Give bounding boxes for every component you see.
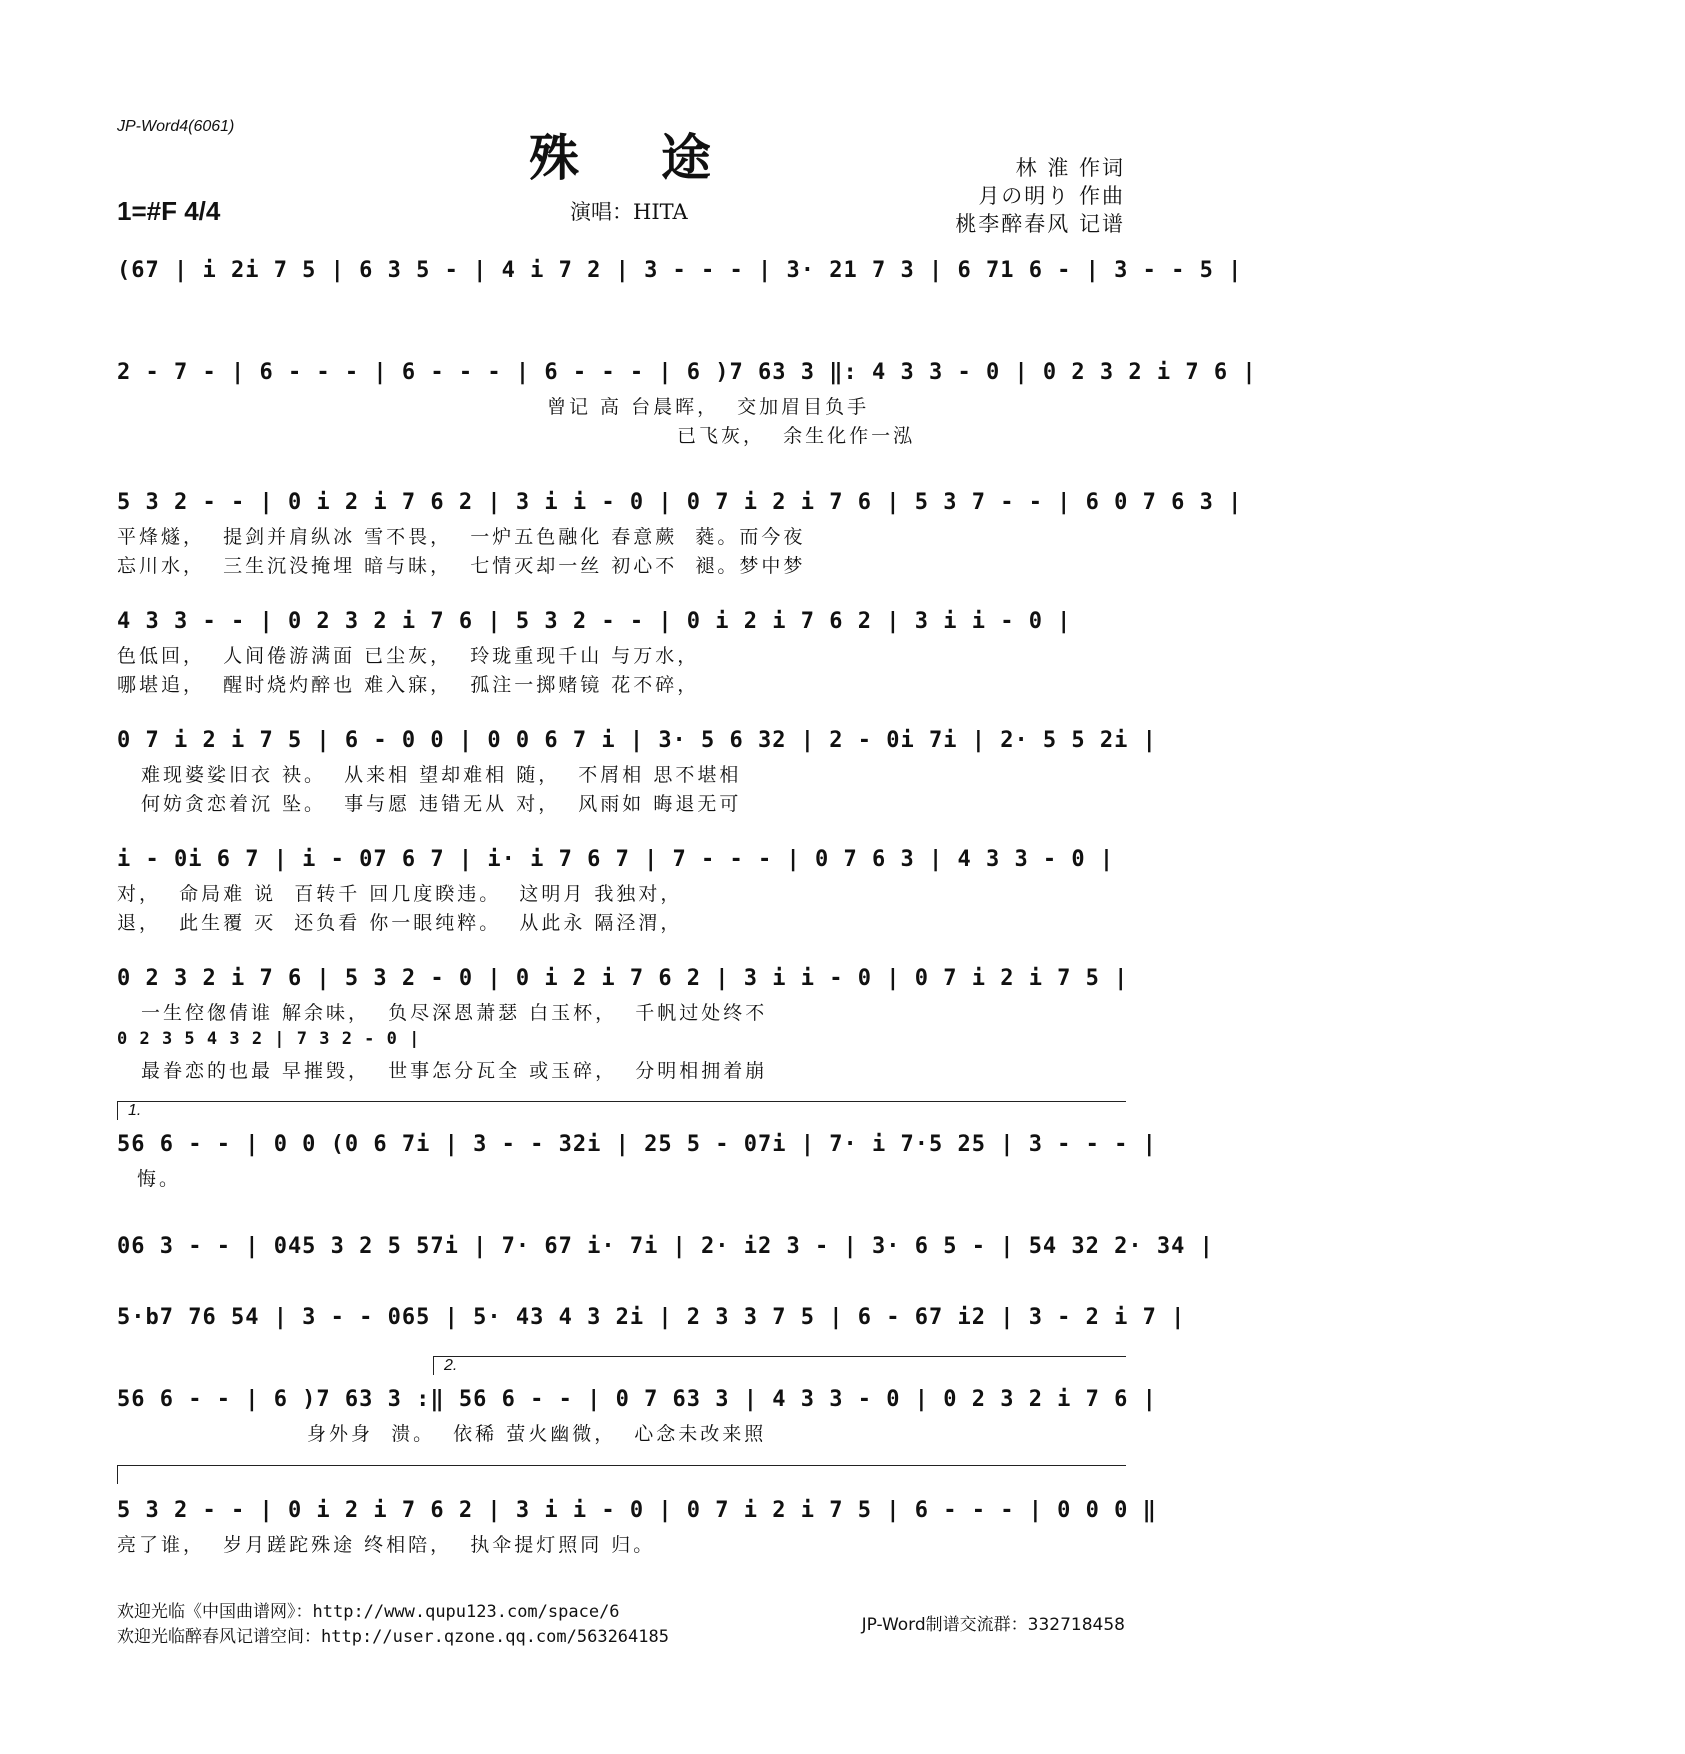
footer-group-number: JP-Word制谱交流群：332718458 bbox=[861, 1615, 1125, 1635]
lyric-verse-2: 最眷恋的也最 早摧毁， 世事怎分瓦全 或玉碎， 分明相拥着崩 bbox=[141, 1060, 768, 1082]
notation-line: 5 3 2 - - | 0 i 2 i 7 6 2 | 3 i i - 0 | 0 7 i 2 i 7 5 | 6 - - - | 0 0 0 ‖ bbox=[117, 1498, 1157, 1523]
notation-line: i - 0i 6 7 | i - 07 6 7 | i· i 7 6 7 | 7 - - - | 0 7 6 3 | 4 3 3 - 0 | bbox=[117, 847, 1115, 872]
lyric-verse-2: 退， 此生覆 灭 还负看 你一眼纯粹。 从此永 隔泾渭， bbox=[117, 912, 683, 934]
lyric-verse-1: 悔。 bbox=[137, 1168, 182, 1190]
final-section-bracket bbox=[117, 1465, 1126, 1484]
key-signature: 1=#F 4/4 bbox=[117, 196, 221, 226]
notation-line: 4 3 3 - - | 0 2 3 2 i 7 6 | 5 3 2 - - | 0 i 2 i 7 6 2 | 3 i i - 0 | bbox=[117, 609, 1072, 634]
composer-credit: 月の明り 作曲 bbox=[978, 184, 1125, 208]
notation-line: 5·b7 76 54 | 3 - - 065 | 5· 43 4 3 2i | 2 3 3 7 5 | 6 - 67 i2 | 3 - 2 i 7 | bbox=[117, 1305, 1186, 1330]
lyric-verse-2: 忘川水， 三生沉没掩埋 暗与昧， 七情灭却一丝 初心不 褪。梦中梦 bbox=[117, 555, 806, 577]
notation-line: 5 3 2 - - | 0 i 2 i 7 6 2 | 3 i i - 0 | 0 7 i 2 i 7 6 | 5 3 7 - - | 6 0 7 6 3 | bbox=[117, 490, 1243, 515]
alternate-notation-line: 0 2 3 5 4 3 2 | 7 3 2 - 0 | bbox=[117, 1029, 421, 1049]
first-ending-bracket bbox=[117, 1101, 1126, 1120]
lyric-verse-2: 已飞灰， 余生化作一泓 bbox=[677, 425, 916, 447]
score-system-8 bbox=[117, 1132, 1157, 1190]
score-system-1 bbox=[117, 258, 1243, 283]
lyric-verse-1: 对， 命局难 说 百转千 回几度睽违。 这明月 我独对， bbox=[117, 883, 683, 905]
score-system-12 bbox=[117, 1498, 1157, 1556]
score-system-9 bbox=[117, 1234, 1214, 1259]
second-ending-bracket bbox=[433, 1356, 1126, 1375]
score-system-7 bbox=[117, 966, 1129, 1082]
score-system-6 bbox=[117, 849, 1125, 933]
lyric-verse-1: 身外身 溃。 依稀 萤火幽微， 心念未改来照 bbox=[307, 1423, 767, 1445]
software-label: JP-Word4(6061) bbox=[117, 118, 235, 135]
lyric-verse-2: 何妨贪恋着沉 坠。 事与愿 违错无从 对， 风雨如 晦退无可 bbox=[141, 793, 742, 815]
score-system-10 bbox=[117, 1305, 1186, 1330]
notation-line: 2 - 7 - | 6 - - - | 6 - - - | 6 - - - | 6 )7 63 3 ‖: 4 3 3 - 0 | 0 2 3 2 i 7 6 | bbox=[117, 360, 1257, 385]
footer-website-link[interactable]: 欢迎光临《中国曲谱网》：http://www.qupu123.com/space/6 bbox=[117, 1602, 620, 1622]
notation-line: 06 3 - - | 045 3 2 5 57i | 7· 67 i· 7i | 2· i2 3 - | 3· 6 5 - | 54 32 2· 34 | bbox=[117, 1234, 1214, 1259]
notation-line: (67 | i 2i 7 5 | 6 3 5 - | 4 i 7 2 | 3 - - - | 3· 21 7 3 | 6 71 6 - | 3 - - 5 | bbox=[117, 258, 1243, 283]
score-system-4 bbox=[117, 611, 1125, 695]
notation-line: 56 6 - - | 6 )7 63 3 :‖ 56 6 - - | 0 7 63 3 | 4 3 3 - 0 | 0 2 3 2 i 7 6 | bbox=[117, 1387, 1157, 1412]
notation-line: 0 2 3 2 i 7 6 | 5 3 2 - 0 | 0 i 2 i 7 6 2 | 3 i i - 0 | 0 7 i 2 i 7 5 | bbox=[117, 966, 1129, 991]
notation-line: 0 7 i 2 i 7 5 | 6 - 0 0 | 0 0 6 7 i | 3· 5 6 32 | 2 - 0i 7i | 2· 5 5 2i | bbox=[117, 728, 1157, 753]
transcriber-credit: 桃李醉春风 记谱 bbox=[955, 212, 1125, 236]
lyric-verse-2: 哪堪追， 醒时烧灼醉也 难入寐， 孤注一掷赌镜 花不碎， bbox=[117, 674, 700, 696]
lyric-verse-1: 难现婆娑旧衣 袂。 从来相 望却难相 随， 不屑相 思不堪相 bbox=[141, 764, 742, 786]
song-title: 殊途 bbox=[529, 128, 793, 187]
volta-label: 1. bbox=[128, 1102, 142, 1119]
score-system-11 bbox=[117, 1387, 1157, 1445]
lyric-verse-1: 色低回， 人间倦游满面 已尘灰， 玲珑重现千山 与万水， bbox=[117, 645, 700, 667]
footer-qzone-link[interactable]: 欢迎光临醉春风记谱空间：http://user.qzone.qq.com/563264185 bbox=[117, 1627, 669, 1647]
lyric-verse-1: 平烽燧， 提剑并肩纵冰 雪不畏， 一炉五色融化 春意蕨 蕤。而今夜 bbox=[117, 526, 806, 548]
singer-label: 演唱：HITA bbox=[570, 200, 688, 224]
lyric-verse-1: 亮了谁， 岁月蹉跎殊途 终相陪， 执伞提灯照同 归。 bbox=[117, 1534, 656, 1556]
score-system-3 bbox=[117, 490, 1243, 577]
score-system-2 bbox=[117, 360, 1257, 447]
score-system-5 bbox=[117, 728, 1157, 815]
lyricist-credit: 林 淮 作词 bbox=[1015, 156, 1125, 180]
notation-line: 56 6 - - | 0 0 (0 6 7i | 3 - - 32i | 25 5 - 07i | 7· i 7·5 25 | 3 - - - | bbox=[117, 1132, 1157, 1157]
volta-label: 2. bbox=[444, 1357, 458, 1374]
lyric-verse-1: 一生倥偬倩谁 解余味， 负尽深恩萧瑟 白玉杯， 千帆过处终不 bbox=[141, 1002, 768, 1024]
lyric-verse-1: 曾记 高 台晨晖， 交加眉目负手 bbox=[547, 396, 870, 418]
